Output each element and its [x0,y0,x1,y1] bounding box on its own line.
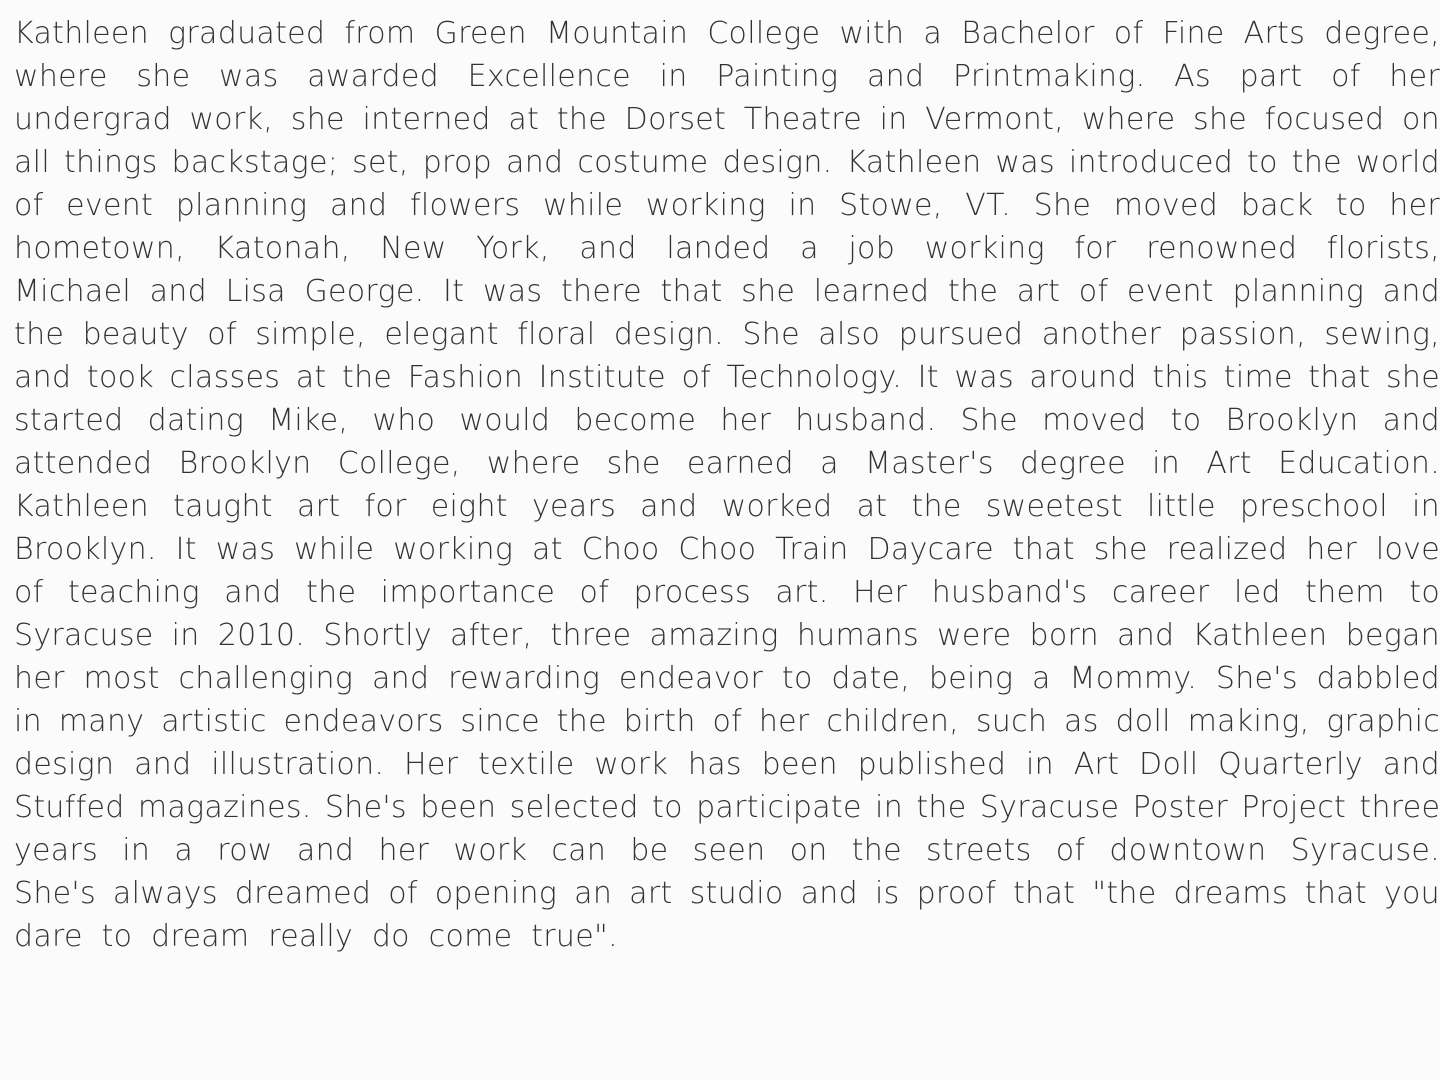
bio-line: Syracuse in 2010. Shortly after, three amazing humans were born and Kathleen began [14,618,1440,653]
bio-line: hometown, Katonah, New York, and landed a job working for renowned florists, [14,231,1440,266]
bio-line: design and illustration. Her textile work has been published in Art Doll Quarterly and [14,747,1440,782]
bio-line: in many artistic endeavors since the birth of her children, such as doll making, graphic [14,704,1440,739]
bio-line: She's always dreamed of opening an art studio and is proof that "the dreams that you [14,876,1440,911]
bio-line: undergrad work, she interned at the Dorset Theatre in Vermont, where she focused on [14,102,1440,137]
bio-line: started dating Mike, who would become her husband. She moved to Brooklyn and [14,403,1440,438]
bio-line: years in a row and her work can be seen on the streets of downtown Syracuse. [14,833,1440,868]
bio-line: attended Brooklyn College, where she earned a Master's degree in Art Education. [14,446,1440,481]
bio-line: Brooklyn. It was while working at Choo Choo Train Daycare that she realized her love [14,532,1440,567]
bio-line: Stuffed magazines. She's been selected to participate in the Syracuse Poster Project three [14,790,1440,825]
bio-line: dare to dream really do come true". [14,919,618,954]
bio-line: Kathleen taught art for eight years and worked at the sweetest little preschool in [14,489,1440,524]
bio-line: and took classes at the Fashion Institute of Technology. It was around this time that she [14,360,1440,395]
bio-paragraph [14,12,1440,958]
bio-line: the beauty of simple, elegant floral design. She also pursued another passion, sewing, [14,317,1440,352]
bio-line: where she was awarded Excellence in Painting and Printmaking. As part of her [14,59,1440,94]
bio-line: of event planning and flowers while working in Stowe, VT. She moved back to her [14,188,1440,223]
bio-line: her most challenging and rewarding endeavor to date, being a Mommy. She's dabbled [14,661,1440,696]
bio-line: Michael and Lisa George. It was there that she learned the art of event planning and [14,274,1440,309]
bio-line: Kathleen graduated from Green Mountain College with a Bachelor of Fine Arts degree, [14,16,1440,51]
bio-line: of teaching and the importance of process art. Her husband's career led them to [14,575,1440,610]
bio-line: all things backstage; set, prop and costume design. Kathleen was introduced to the world [14,145,1440,180]
